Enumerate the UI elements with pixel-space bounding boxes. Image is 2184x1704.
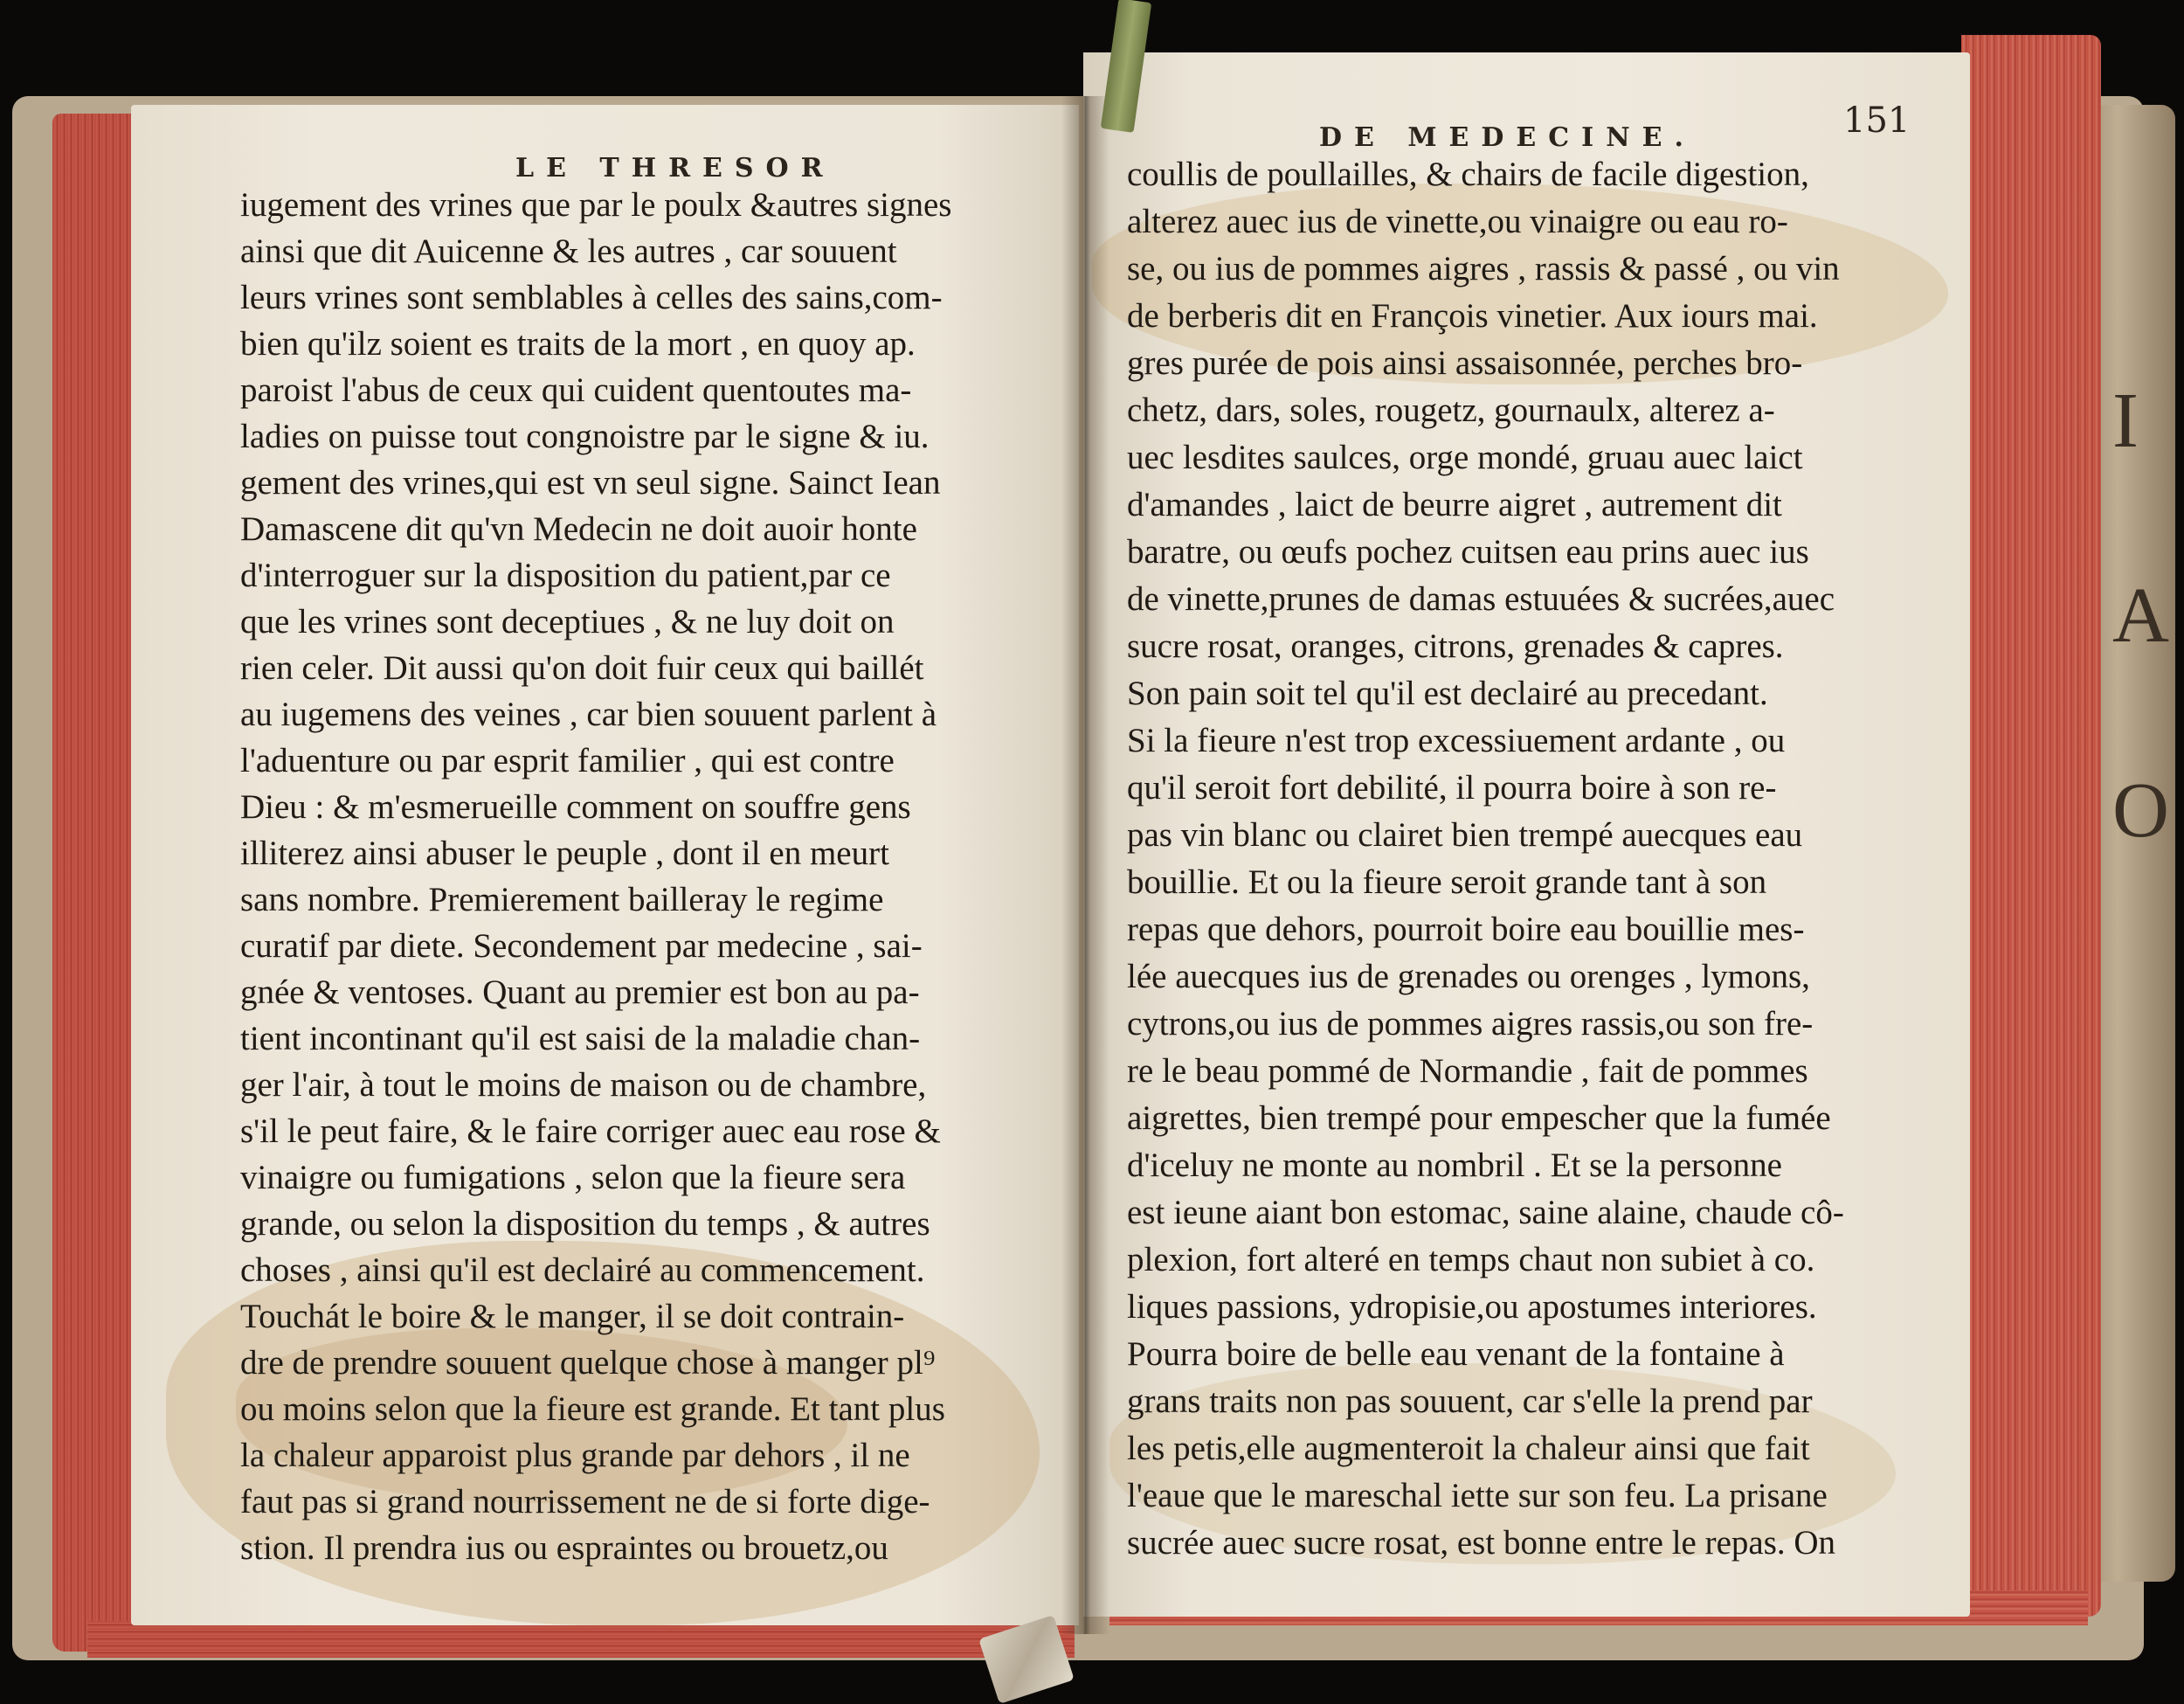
text-line: qu'il seroit fort debilité, il pourra boire à son re-: [1127, 769, 1777, 807]
text-line: plexion, fort alteré en temps chaut non subiet à co.: [1127, 1241, 1815, 1278]
text-line: aigrettes, bien trempé pour empescher que la fumée: [1127, 1099, 1831, 1137]
cover-lettering: [2112, 376, 2169, 960]
text-line: gres purée de pois ainsi assaisonnée, perches bro-: [1127, 344, 1803, 382]
text-line: la chaleur apparoist plus grande par dehors , il ne: [240, 1437, 910, 1474]
book-gutter: [1061, 96, 1109, 1634]
text-line: alterez auec ius de vinette,ou vinaigre ou eau ro-: [1127, 203, 1788, 240]
text-line: l'aduenture ou par esprit familier , qui est contre: [240, 742, 895, 779]
right-page-edges: [1961, 35, 2101, 1617]
left-page-edges: [52, 114, 135, 1652]
text-line: curatif par diete. Secondement par medecine , sai-: [240, 927, 923, 965]
text-line: illiterez ainsi abuser le peuple , dont il en meurt: [240, 835, 889, 872]
text-line: les petis,elle augmenteroit la chaleur ainsi que fait: [1127, 1430, 1810, 1467]
text-line: de vinette,prunes de damas estuuées & sucrées,auec: [1127, 580, 1835, 618]
text-line: lée auecques ius de grenades ou orenges , lymons,: [1127, 958, 1810, 995]
text-line: Son pain soit tel qu'il est declairé au precedant.: [1127, 675, 1768, 712]
left-bottom-page-edges: [87, 1621, 1075, 1658]
text-line: paroist l'abus de ceux qui cuident quentoutes ma-: [240, 371, 912, 409]
text-line: pas vin blanc ou clairet bien trempé auecques eau: [1127, 816, 1803, 854]
text-line: iugement des vrines que par le poulx &autres signes: [240, 186, 952, 224]
left-page: [131, 105, 1079, 1625]
text-line: s'il le peut faire, & le faire corriger auec eau rose &: [240, 1112, 941, 1150]
text-line: leurs vrines sont semblables à celles des sains,com-: [240, 279, 943, 316]
text-line: sans nombre. Premierement bailleray le regime: [240, 881, 884, 918]
text-line: est ieune aiant bon estomac, saine alaine, chaude cô-: [1127, 1194, 1844, 1231]
text-line: gnée & ventoses. Quant au premier est bon au pa-: [240, 973, 920, 1011]
text-line: faut pas si grand nourrissement ne de si forte dige-: [240, 1483, 930, 1520]
cover-letter: A: [2112, 572, 2169, 659]
text-line: Si la fieure n'est trop excessiuement ardante , ou: [1127, 722, 1786, 759]
text-line: de berberis dit en François vinetier. Aux iours mai.: [1127, 297, 1818, 335]
text-line: repas que dehors, pourroit boire eau bouillie mes-: [1127, 911, 1805, 948]
text-line: se, ou ius de pommes aigres , rassis & passé , ou vin: [1127, 250, 1840, 287]
text-line: bien qu'ilz soient es traits de la mort , en quoy ap.: [240, 325, 916, 363]
text-line: sucre rosat, oranges, citrons, grenades & capres.: [1127, 627, 1784, 665]
text-line: rien celer. Dit aussi qu'on doit fuir ceux qui baillét: [240, 649, 924, 687]
text-line: choses , ainsi qu'il est declairé au commencement.: [240, 1251, 925, 1289]
text-line: uec lesdites saulces, orge mondé, gruau auec laict: [1127, 439, 1803, 476]
text-line: re le beau pommé de Normandie , fait de pommes: [1127, 1052, 1808, 1090]
text-line: grans traits non pas souuent, car s'elle la prend par: [1127, 1382, 1813, 1420]
text-line: au iugemens des veines , car bien souuent parlent à: [240, 696, 937, 733]
text-line: que les vrines sont deceptiues , & ne luy doit on: [240, 603, 895, 641]
text-line: Pourra boire de belle eau venant de la fontaine à: [1127, 1335, 1785, 1373]
text-line: Dieu : & m'esmerueille comment on souffre gens: [240, 788, 911, 826]
text-line: ladies on puisse tout congnoistre par le signe & iu.: [240, 418, 930, 455]
cover-letter: I: [2112, 378, 2139, 464]
text-line: grande, ou selon la disposition du temps , & autres: [240, 1205, 930, 1243]
running-head-left: LE THRESOR: [515, 153, 835, 184]
running-head-right: DE MEDECINE.: [1319, 122, 1696, 153]
text-line: d'interroguer sur la disposition du patient,par ce: [240, 557, 891, 594]
text-line: gement des vrines,qui est vn seul signe. Sainct Iean: [240, 464, 941, 502]
text-line: sucrée auec sucre rosat, est bonne entre le repas. On: [1127, 1524, 1836, 1562]
page-number: 151: [1843, 100, 1911, 141]
text-line: cytrons,ou ius de pommes aigres rassis,ou son fre-: [1127, 1005, 1814, 1042]
text-line: d'amandes , laict de beurre aigret , autrement dit: [1127, 486, 1782, 523]
text-line: ger l'air, à tout le moins de maison ou de chambre,: [240, 1066, 927, 1104]
text-line: baratre, ou œufs pochez cuitsen eau prins auec ius: [1127, 533, 1809, 571]
text-line: tient incontinant qu'il est saisi de la maladie chan-: [240, 1020, 921, 1057]
text-line: chetz, dars, soles, rougetz, gournaulx, alterez a-: [1127, 391, 1775, 429]
cover-letter: O: [2112, 767, 2169, 854]
text-line: Touchát le boire & le manger, il se doit contrain-: [240, 1298, 905, 1335]
right-page: [1083, 52, 1970, 1617]
text-line: bouillie. Et ou la fieure seroit grande tant à son: [1127, 863, 1767, 901]
text-line: dre de prendre souuent quelque chose à manger pl⁹: [240, 1344, 936, 1382]
text-line: stion. Il prendra ius ou espraintes ou brouetz,ou: [240, 1529, 888, 1567]
text-line: d'iceluy ne monte au nombril . Et se la personne: [1127, 1146, 1782, 1184]
text-line: Damascene dit qu'vn Medecin ne doit auoir honte: [240, 510, 917, 548]
text-line: ainsi que dit Auicenne & les autres , car souuent: [240, 232, 897, 270]
text-line: coullis de poullailles, & chairs de facile digestion,: [1127, 156, 1809, 193]
text-line: ou moins selon que la fieure est grande. Et tant plus: [240, 1390, 945, 1428]
text-line: l'eaue que le mareschal iette sur son feu. La prisane: [1127, 1477, 1828, 1514]
text-line: liques passions, ydropisie,ou apostumes interiores.: [1127, 1288, 1817, 1326]
text-line: vinaigre ou fumigations , selon que la fieure sera: [240, 1159, 906, 1196]
